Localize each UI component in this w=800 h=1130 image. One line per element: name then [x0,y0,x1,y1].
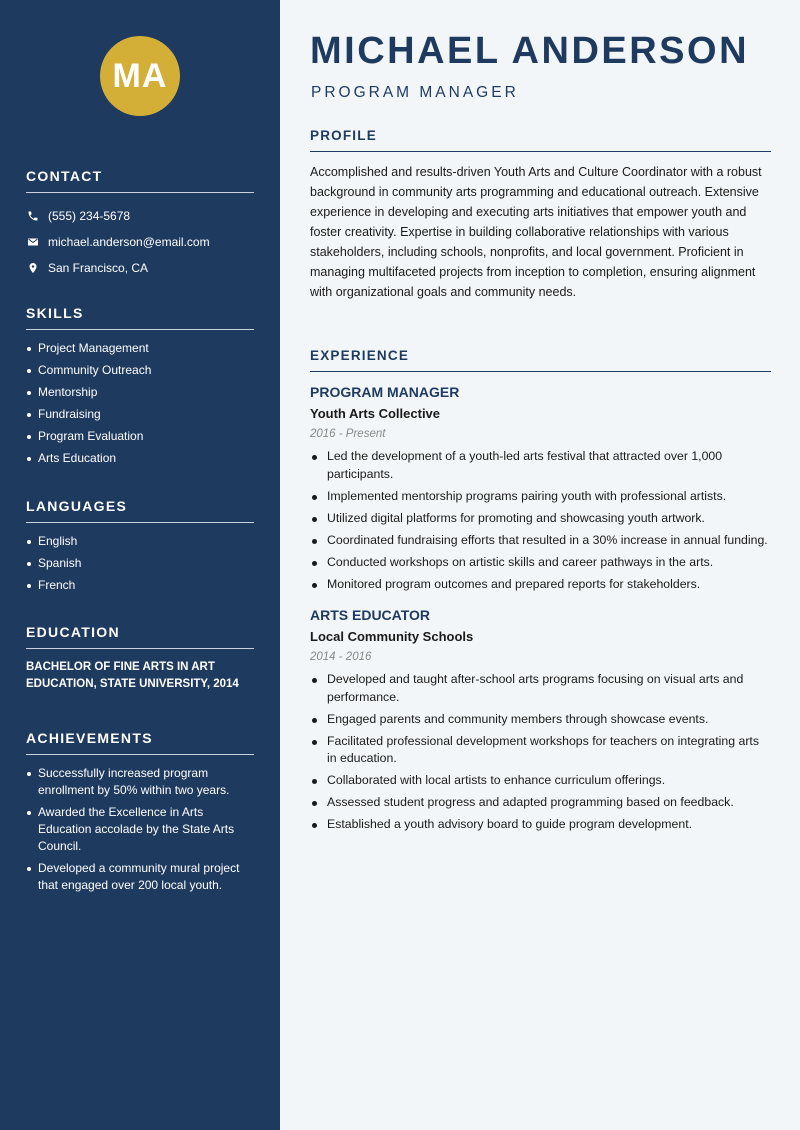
list-item: Mentorship [26,384,254,401]
list-item: Program Evaluation [26,428,254,445]
list-item: Established a youth advisory board to guide program development. [310,816,771,834]
skills-heading: SKILLS [26,305,254,330]
list-item: Awarded the Excellence in Arts Education accolade by the State Arts Council. [26,804,254,855]
job-title: PROGRAM MANAGER [310,384,460,400]
job-dates: 2014 - 2016 [310,651,372,663]
contact-heading: CONTACT [26,168,254,193]
skills-section [26,305,254,472]
candidate-title: PROGRAM MANAGER [311,84,519,101]
location-text: San Francisco, CA [48,261,149,275]
languages-section [26,498,254,599]
job-entry [310,607,771,834]
location-pin-icon [26,261,40,275]
languages-list [26,533,254,594]
list-item: Fundraising [26,406,254,423]
job-bullets [310,671,771,834]
list-item: Implemented mentorship programs pairing youth with professional artists. [310,488,771,506]
list-item: Coordinated fundraising efforts that resulted in a 30% increase in annual funding. [310,532,771,550]
list-item: Engaged parents and community members through showcase events. [310,711,771,729]
achievements-heading: ACHIEVEMENTS [26,730,254,755]
job-title: ARTS EDUCATOR [310,607,431,623]
achievements-list [26,765,254,894]
education-section [26,624,254,693]
experience-section [310,348,771,838]
job-dates: 2016 - Present [310,428,386,440]
list-item: Utilized digital platforms for promoting and showcasing youth artwork. [310,510,771,528]
contact-section [26,168,254,281]
list-item: Arts Education [26,450,254,467]
achievements-section [26,730,254,899]
list-item: English [26,533,254,550]
education-heading: EDUCATION [26,624,254,649]
profile-heading: PROFILE [310,128,771,152]
main-content [280,0,800,1130]
list-item: Led the development of a youth-led arts festival that attracted over 1,000 participants. [310,448,771,483]
company-name: Youth Arts Collective [310,406,441,421]
list-item: Collaborated with local artists to enhance curriculum offerings. [310,772,771,790]
job-bullets [310,448,771,593]
education-degree: BACHELOR OF FINE ARTS IN ART EDUCATION, STATE UNIVERSITY, 2014 [26,661,239,690]
languages-heading: LANGUAGES [26,498,254,523]
list-item: Community Outreach [26,362,254,379]
sidebar [0,0,280,1130]
contact-email [26,229,254,255]
skills-list [26,340,254,467]
mail-icon [26,235,40,249]
list-item: Spanish [26,555,254,572]
list-item: French [26,577,254,594]
list-item: Developed a community mural project that engaged over 200 local youth. [26,860,254,894]
list-item: Conducted workshops on artistic skills and career pathways in the arts. [310,554,771,572]
profile-section [310,128,771,302]
profile-text: Accomplished and results-driven Youth Arts and Culture Coordinator with a robust background in community arts programming and educational outreach. Extensive experience in developing and executing arts initiatives that empower youth and foster creativity. Expertise in building collaborative relationships with various stakeholders, including schools, nonprofits, and local government. Proficient in managing multifaceted projects from inception to completion, ensuring alignment with organizational goals and community needs. [310,165,762,299]
job-entry [310,384,771,593]
contact-location [26,255,254,281]
list-item: Facilitated professional development workshops for teachers on integrating arts in education. [310,733,771,768]
list-item: Project Management [26,340,254,357]
candidate-name: MICHAEL ANDERSON [310,30,750,72]
avatar: MA [100,36,180,116]
phone-text: (555) 234-5678 [48,209,131,223]
contact-phone [26,203,254,229]
email-text: michael.anderson@email.com [48,235,210,249]
list-item: Monitored program outcomes and prepared reports for stakeholders. [310,576,771,594]
list-item: Assessed student progress and adapted programming based on feedback. [310,794,771,812]
company-name: Local Community Schools [310,629,474,644]
list-item: Successfully increased program enrollment by 50% within two years. [26,765,254,799]
list-item: Developed and taught after-school arts programs focusing on visual arts and performance. [310,671,771,706]
phone-icon [26,209,40,223]
experience-heading: EXPERIENCE [310,348,771,372]
